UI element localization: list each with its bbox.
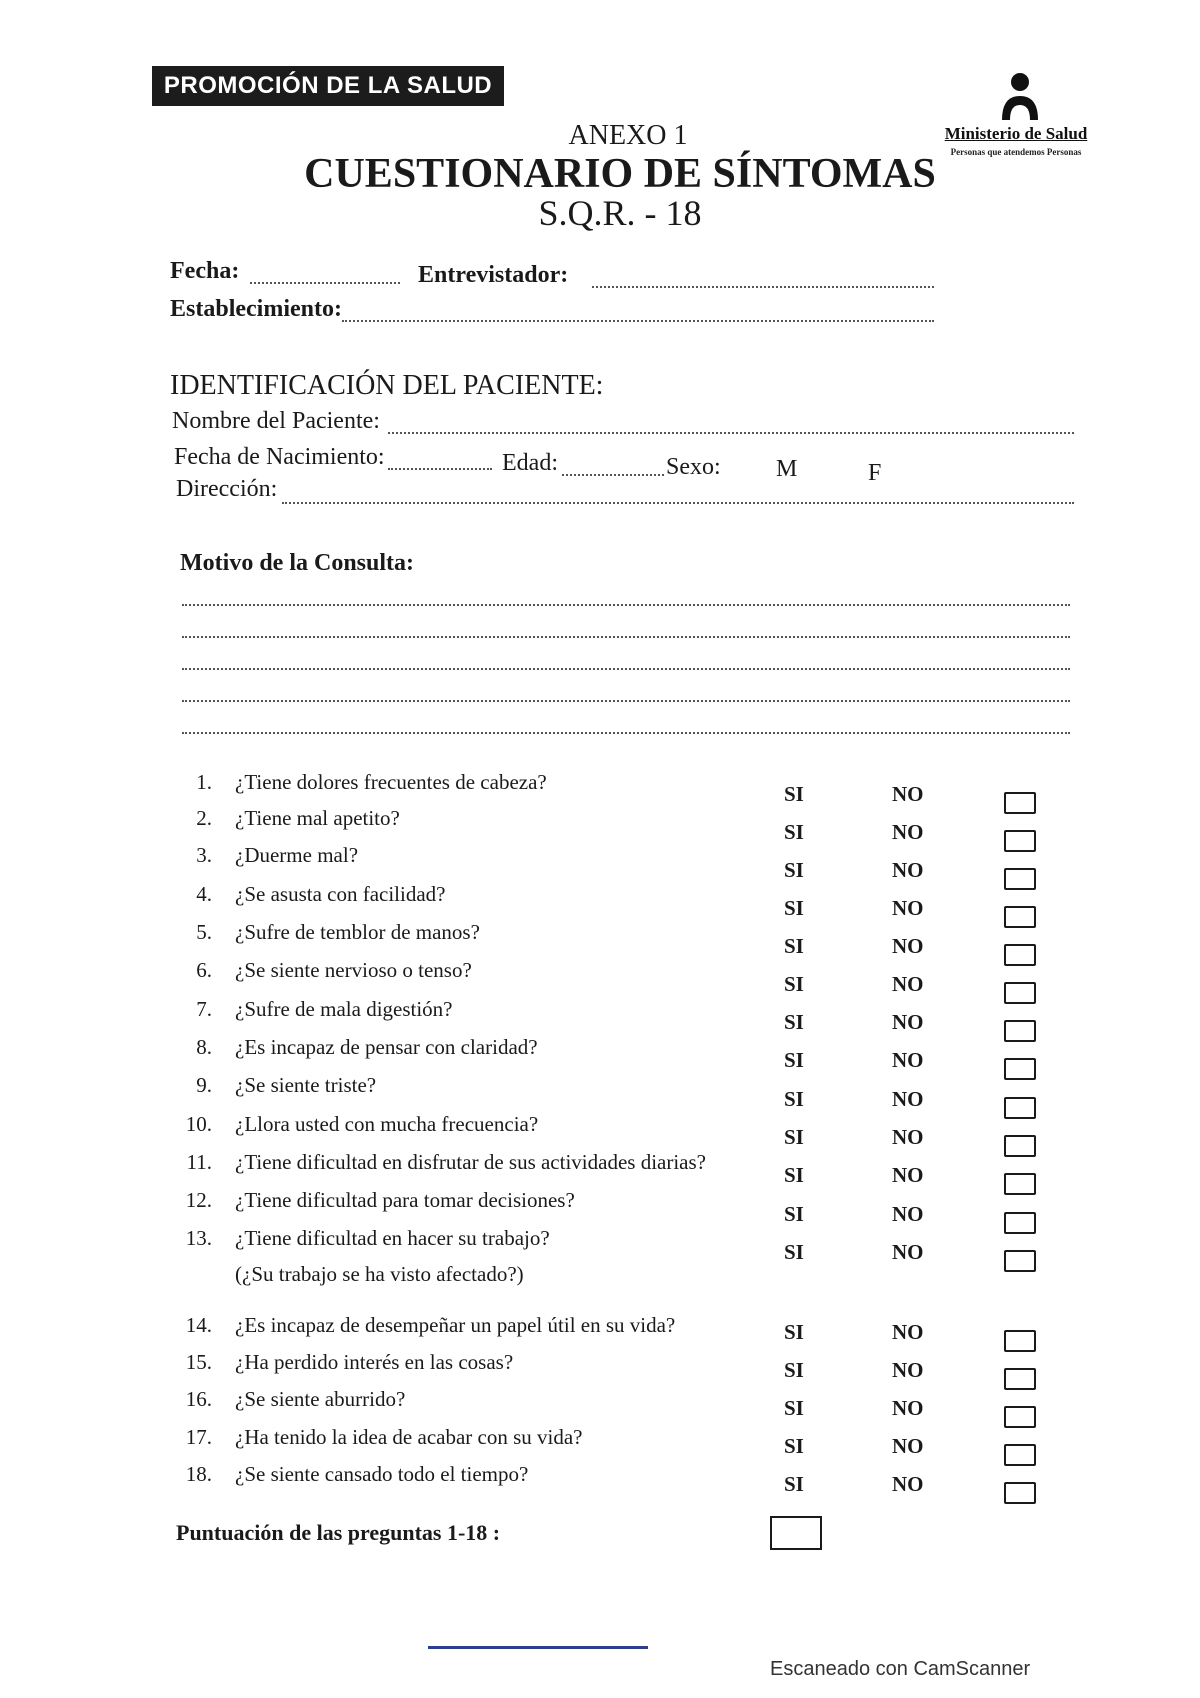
answer-box[interactable] [1004, 868, 1036, 890]
question-text: ¿Se siente cansado todo el tiempo? [235, 1462, 529, 1486]
si-option[interactable]: SI [784, 1010, 804, 1034]
document-title: CUESTIONARIO DE SÍNTOMAS [304, 151, 936, 197]
direccion-label: Dirección: [176, 476, 278, 502]
question-text: ¿Tiene dificultad en hacer su trabajo? [235, 1226, 550, 1250]
consulta-line[interactable] [182, 668, 1070, 670]
score-label: Puntuación de las preguntas 1-18 : [176, 1520, 501, 1545]
no-option[interactable]: NO [892, 1320, 924, 1344]
question-number: 9. [196, 1073, 212, 1097]
question-number: 2. [196, 806, 212, 830]
question-text: ¿Ha tenido la idea de acabar con su vida? [235, 1425, 583, 1449]
question-text: ¿Se siente triste? [235, 1073, 377, 1097]
question-number: 3. [196, 843, 212, 867]
direccion-field[interactable] [282, 502, 1074, 504]
question-subtext: (¿Su trabajo se ha visto afectado?) [235, 1262, 524, 1286]
si-option[interactable]: SI [784, 820, 804, 844]
answer-box[interactable] [1004, 906, 1036, 928]
answer-box[interactable] [1004, 1330, 1036, 1352]
question-number: 6. [196, 958, 212, 982]
question-text: ¿Se asusta con facilidad? [235, 882, 446, 906]
question-number: 4. [196, 882, 212, 906]
ministry-logo [928, 72, 1104, 168]
question-number: 10. [185, 1112, 212, 1136]
logo-text: Ministerio de Salud [944, 124, 1088, 143]
consulta-line[interactable] [182, 700, 1070, 702]
question-number: 17. [185, 1425, 212, 1449]
no-option[interactable]: NO [892, 820, 924, 844]
nacimiento-label: Fecha de Nacimiento: [174, 444, 385, 470]
consulta-line[interactable] [182, 732, 1070, 734]
question-number: 15. [185, 1350, 212, 1374]
patient-section-title: IDENTIFICACIÓN DEL PACIENTE: [170, 370, 604, 401]
entrevistador-field[interactable] [592, 286, 934, 288]
si-option[interactable]: SI [784, 1320, 804, 1344]
sexo-m-option[interactable]: M [776, 456, 798, 482]
no-option[interactable]: NO [892, 782, 924, 806]
question-text: ¿Tiene dificultad para tomar decisiones? [235, 1188, 575, 1212]
answer-box[interactable] [1004, 1482, 1036, 1504]
fecha-field[interactable] [250, 282, 400, 284]
question-text: ¿Se siente aburrido? [235, 1387, 406, 1411]
answer-box[interactable] [1004, 830, 1036, 852]
question-text: ¿Sufre de temblor de manos? [235, 920, 480, 944]
si-option[interactable]: SI [784, 934, 804, 958]
answer-box[interactable] [1004, 1368, 1036, 1390]
si-option[interactable]: SI [784, 858, 804, 882]
question-number: 7. [196, 997, 212, 1021]
questionnaire-code: S.Q.R. - 18 [538, 193, 702, 233]
question-number: 8. [196, 1035, 212, 1059]
annex-label: ANEXO 1 [568, 120, 688, 151]
no-option[interactable]: NO [892, 1240, 924, 1264]
si-option[interactable]: SI [784, 1396, 804, 1420]
si-option[interactable]: SI [784, 1358, 804, 1382]
establecimiento-label: Establecimiento: [170, 296, 342, 322]
logo-subtext: Personas que atendemos Personas [950, 147, 1082, 157]
no-option[interactable]: NO [892, 896, 924, 920]
question-text: ¿Es incapaz de desempeñar un papel útil en su vida? [235, 1313, 676, 1337]
question-number: 13. [185, 1226, 212, 1250]
no-option[interactable]: NO [892, 858, 924, 882]
answer-box[interactable] [1004, 1135, 1036, 1157]
answer-box[interactable] [1004, 1097, 1036, 1119]
nombre-field[interactable] [388, 432, 1074, 434]
edad-field[interactable] [562, 474, 664, 476]
no-option[interactable]: NO [892, 1202, 924, 1226]
edad-label: Edad: [502, 450, 558, 476]
no-option[interactable]: NO [892, 1125, 924, 1149]
si-option[interactable]: SI [784, 782, 804, 806]
answer-box[interactable] [1004, 792, 1036, 814]
answer-box[interactable] [1004, 982, 1036, 1004]
answer-box[interactable] [1004, 1212, 1036, 1234]
question-number: 5. [196, 920, 212, 944]
no-option[interactable]: NO [892, 934, 924, 958]
si-option[interactable]: SI [784, 1163, 804, 1187]
si-option[interactable]: SI [784, 1125, 804, 1149]
si-option[interactable]: SI [784, 1087, 804, 1111]
question-number: 18. [185, 1462, 212, 1486]
question-number: 12. [185, 1188, 212, 1212]
no-option[interactable]: NO [892, 1396, 924, 1420]
no-option[interactable]: NO [892, 1048, 924, 1072]
answer-box[interactable] [1004, 944, 1036, 966]
si-option[interactable]: SI [784, 1048, 804, 1072]
no-option[interactable]: NO [892, 1087, 924, 1111]
sexo-f-option[interactable]: F [868, 460, 882, 486]
program-banner: PROMOCIÓN DE LA SALUD [152, 66, 504, 106]
answer-box[interactable] [1004, 1020, 1036, 1042]
scanner-watermark: Escaneado con CamScanner [770, 1658, 1031, 1680]
question-text: ¿Ha perdido interés en las cosas? [235, 1350, 514, 1374]
question-text: ¿Llora usted con mucha frecuencia? [235, 1112, 539, 1136]
entrevistador-label: Entrevistador: [418, 262, 569, 288]
answer-box[interactable] [1004, 1444, 1036, 1466]
si-option[interactable]: SI [784, 1434, 804, 1458]
answer-box[interactable] [1004, 1406, 1036, 1428]
establecimiento-field[interactable] [342, 320, 934, 322]
no-option[interactable]: NO [892, 1163, 924, 1187]
sexo-label: Sexo: [666, 454, 721, 480]
nacimiento-field[interactable] [388, 468, 492, 470]
si-option[interactable]: SI [784, 1202, 804, 1226]
fecha-label: Fecha: [170, 258, 240, 284]
question-text: ¿Tiene dificultad en disfrutar de sus actividades diarias? [235, 1150, 706, 1174]
answer-box[interactable] [1004, 1250, 1036, 1272]
question-text: ¿Sufre de mala digestión? [235, 997, 453, 1021]
question-text: ¿Duerme mal? [235, 843, 359, 867]
consulta-line[interactable] [182, 636, 1070, 638]
person-icon [1000, 72, 1040, 124]
no-option[interactable]: NO [892, 972, 924, 996]
si-option[interactable]: SI [784, 896, 804, 920]
answer-box[interactable] [1004, 1173, 1036, 1195]
si-option[interactable]: SI [784, 1240, 804, 1264]
si-option[interactable]: SI [784, 972, 804, 996]
question-text: ¿Tiene mal apetito? [235, 806, 400, 830]
si-option[interactable]: SI [784, 1472, 804, 1496]
answer-box[interactable] [1004, 1058, 1036, 1080]
question-number: 14. [185, 1313, 212, 1337]
nombre-label: Nombre del Paciente: [172, 408, 380, 434]
no-option[interactable]: NO [892, 1472, 924, 1496]
consulta-label: Motivo de la Consulta: [180, 550, 414, 576]
score-box[interactable] [770, 1516, 822, 1550]
question-text: ¿Es incapaz de pensar con claridad? [235, 1035, 538, 1059]
question-number: 16. [185, 1387, 212, 1411]
question-number: 1. [196, 770, 212, 794]
question-number: 11. [186, 1150, 212, 1174]
scan-divider [428, 1646, 648, 1649]
consulta-line[interactable] [182, 604, 1070, 606]
no-option[interactable]: NO [892, 1358, 924, 1382]
question-text: ¿Tiene dolores frecuentes de cabeza? [235, 770, 547, 794]
question-text: ¿Se siente nervioso o tenso? [235, 958, 472, 982]
no-option[interactable]: NO [892, 1010, 924, 1034]
no-option[interactable]: NO [892, 1434, 924, 1458]
